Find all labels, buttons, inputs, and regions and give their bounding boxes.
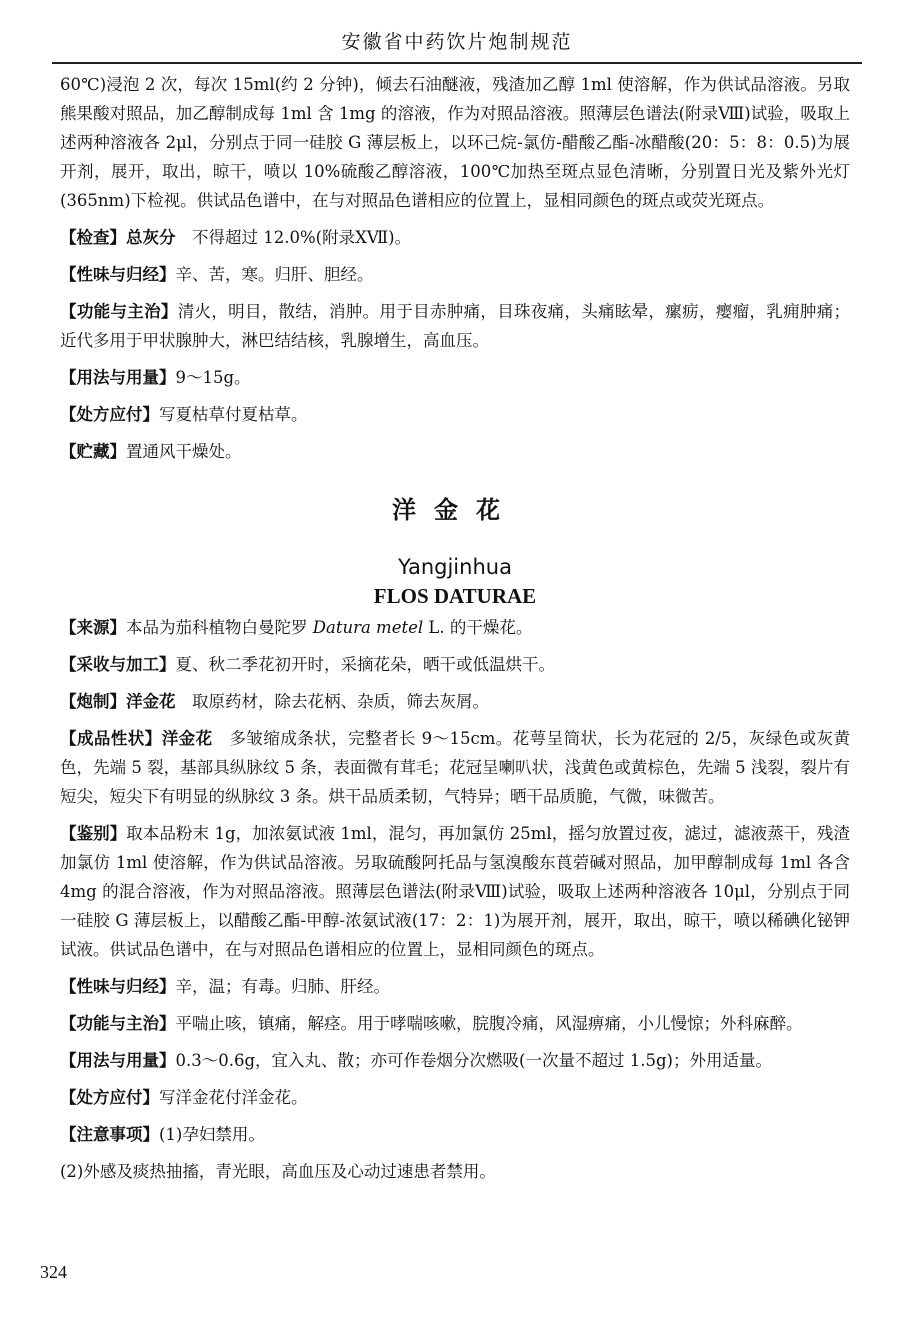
storage-label: 【贮藏】 (60, 442, 126, 461)
identification-text: 取本品粉末 1g，加浓氨试液 1ml，混匀，再加氯仿 25ml，摇匀放置过夜，滤过，滤液蒸干，残渣加氯仿 1ml 使溶解，作为供试品溶液。另取硫酸阿托品与氢溴酸东莨菪碱对照品，加甲醇制成每 1ml 各含 4mg 的混合溶液，作为对照品溶液。照薄层色谱法(附录Ⅷ)试验，吸取上述两种溶液各 10μl，分别点于同一硅胶 G 薄层板上，以醋酸乙酯-甲醇-浓氨试液(17：2：1)为展开剂，展开，取出，晾干，喷以稀碘化铋钾试液。供试品色谱中，在与对照品色谱相应的位置上，显相同颜色的斑点。 (60, 824, 850, 959)
harvest-label: 【采收与加工】 (60, 655, 176, 674)
page-number: 324 (40, 1262, 67, 1282)
cautions-label: 【注意事项】 (60, 1125, 159, 1144)
dosage-text: 9～15g。 (175, 368, 251, 387)
entry-dosage-section (60, 1046, 850, 1075)
entry-dosage-text: 0.3～0.6g，宜入丸、散；亦可作卷烟分次燃吸(一次量不超过 1.5g)；外用适量。 (175, 1051, 772, 1070)
check-section (60, 223, 850, 252)
function-section (60, 297, 850, 355)
entry-taste-section (60, 972, 850, 1001)
processing-section (60, 687, 850, 716)
source-latin-name: Datura metel (312, 618, 424, 637)
source-text-after: L. 的干燥花。 (423, 618, 533, 637)
entry-dosage-label: 【用法与用量】 (60, 1051, 176, 1070)
entry-title-pinyin: Yangjinhua (398, 555, 512, 579)
taste-section (60, 260, 850, 289)
check-text: 不得超过 12.0%(附录ⅩⅦ)。 (175, 228, 412, 247)
character-sub: 洋金花 (161, 729, 213, 748)
identification-label: 【鉴别】 (60, 824, 127, 843)
dosage-label: 【用法与用量】 (60, 368, 176, 387)
entry-prescription-label: 【处方应付】 (60, 1088, 159, 1107)
running-header (52, 22, 862, 64)
check-label: 【检查】 (60, 228, 126, 247)
processing-sub: 洋金花 (126, 692, 176, 711)
entry-function-label: 【功能与主治】 (60, 1014, 176, 1033)
identification-section (60, 819, 850, 964)
cautions-item-2: (2)外感及痰热抽搐，青光眼，高血压及心动过速患者禁用。 (60, 1162, 496, 1181)
character-text: 多皱缩成条状，完整者长 9～15cm。花萼呈筒状，长为花冠的 2/5，灰绿色或灰黄色，先端 5 裂，基部具纵脉纹 5 条，表面微有茸毛；花冠呈喇叭状，浅黄色或黄棕色，先端 5 浅裂，裂片有短尖，短尖下有明显的纵脉纹 3 条。烘干品质柔韧，气特异；晒干品质脆，气微，味微苦。 (60, 729, 851, 806)
check-sub: 总灰分 (126, 228, 176, 247)
entry-function-text: 平喘止咳，镇痛，解痉。用于哮喘咳嗽，脘腹冷痛，风湿痹痛，小儿慢惊；外科麻醉。 (175, 1014, 803, 1033)
entry-title-chinese: 洋金花 (392, 496, 518, 524)
prescription-label: 【处方应付】 (60, 405, 159, 424)
processing-label: 【炮制】 (60, 692, 126, 711)
character-section (60, 724, 850, 811)
prescription-section (60, 400, 850, 429)
entry-title-latin: FLOS DATURAE (373, 584, 537, 608)
taste-label: 【性味与归经】 (60, 265, 176, 284)
entry-taste-text: 辛，温；有毒。归肺、肝经。 (175, 977, 390, 996)
entry-prescription-section (60, 1083, 850, 1112)
entry-taste-label: 【性味与归经】 (60, 977, 176, 996)
cautions-item-2-line (60, 1157, 850, 1186)
processing-text: 取原药材，除去花柄、杂质，筛去灰屑。 (175, 692, 489, 711)
character-label: 【成品性状】 (60, 729, 162, 748)
entry-function-section (60, 1009, 850, 1038)
header-title: 安徽省中药饮片炮制规范 (341, 31, 573, 53)
cautions-item-1: (1)孕妇禁用。 (159, 1125, 265, 1144)
source-text-before: 本品为茄科植物白曼陀罗 (126, 618, 313, 637)
entry-prescription-text: 写洋金花付洋金花。 (159, 1088, 308, 1107)
prescription-text: 写夏枯草付夏枯草。 (159, 405, 308, 424)
harvest-section (60, 650, 850, 679)
taste-text: 辛、苦，寒。归肝、胆经。 (175, 265, 374, 284)
source-section (60, 613, 850, 642)
continued-paragraph: 60℃)浸泡 2 次，每次 15ml(约 2 分钟)，倾去石油醚液，残渣加乙醇 1ml 使溶解，作为供试品溶液。另取熊果酸对照品，加乙醇制成每 1ml 含 1mg 的溶液，作为对照品溶液。照薄层色谱法(附录Ⅷ)试验，吸取上述两种溶液各 2μl，分别点于同一硅胶 G 薄层板上，以环己烷-氯仿-醋酸乙酯-冰醋酸(20：5：8：0.5)为展开剂，展开，取出，晾干，喷以 10%硫酸乙醇溶液，100℃加热至斑点显色清晰，分别置日光及紫外光灯(365nm)下检视。供试品色谱中，在与对照品色谱相应的位置上，显相同颜色的斑点或荧光斑点。 (60, 75, 850, 210)
page-body (60, 70, 850, 1194)
source-label: 【来源】 (60, 618, 126, 637)
function-label: 【功能与主治】 (60, 302, 178, 321)
storage-text: 置通风干燥处。 (126, 442, 242, 461)
dosage-section (60, 363, 850, 392)
harvest-text: 夏、秋二季花初开时，采摘花朵，晒干或低温烘干。 (175, 655, 555, 674)
cautions-section (60, 1120, 850, 1149)
storage-section (60, 437, 850, 466)
function-text: 清火，明目，散结，消肿。用于目赤肿痛，目珠夜痛，头痛眩晕，瘰疬，瘿瘤，乳痈肿痛；近代多用于甲状腺肿大，淋巴结结核，乳腺增生，高血压。 (60, 302, 851, 350)
